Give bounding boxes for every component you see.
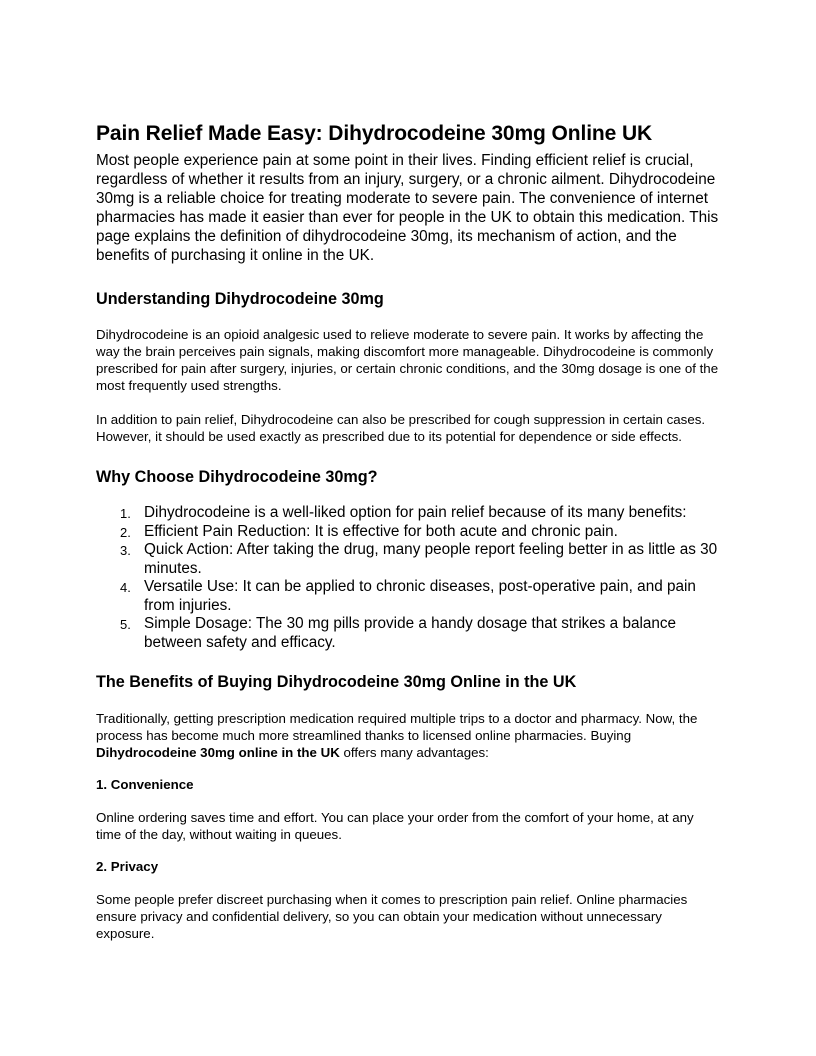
benefits-text-after: offers many advantages: [339, 745, 489, 760]
benefits-list [96, 504, 722, 652]
section-heading-why-choose: Why Choose Dihydrocodeine 30mg? [96, 468, 378, 486]
list-item [120, 578, 722, 615]
list-number: 4. [120, 580, 131, 595]
subheading-convenience: 1. Convenience [96, 777, 194, 792]
list-number: 5. [120, 617, 131, 632]
list-item [120, 541, 722, 578]
list-item-text: Versatile Use: It can be applied to chronic diseases, post-operative pain, and pain from injuries. [144, 578, 696, 614]
list-item [120, 504, 722, 523]
intro-paragraph: Most people experience pain at some point in their lives. Finding efficient relief is crucial, regardless of whether it results from an injury, surgery, or a chronic ailment. Dihydrocodeine 30mg is a reliable choice for treating moderate to severe pain. The convenience of internet pharmacies has made it easier than ever for people in the UK to obtain this medication. This page explains the definition of dihydrocodeine 30mg, its mechanism of action, and the benefits of purchasing it online in the UK. [96, 152, 719, 264]
subheading-privacy: 2. Privacy [96, 859, 159, 874]
list-item-text: Quick Action: After taking the drug, many people report feeling better in as little as 30 minutes. [144, 541, 718, 577]
list-item [120, 523, 722, 542]
benefits-text-before: Traditionally, getting prescription medication required multiple trips to a doctor and pharmacy. Now, the process has become much more streamlined thanks to licensed online pharmacies. Buying [96, 711, 698, 743]
list-number: 1. [120, 506, 131, 521]
list-item-text: Simple Dosage: The 30 mg pills provide a handy dosage that strikes a balance between safety and efficacy. [144, 615, 677, 651]
list-number: 3. [120, 543, 131, 558]
list-item-text: Dihydrocodeine is a well-liked option for pain relief because of its many benefits: [144, 504, 687, 521]
document-page [96, 120, 722, 942]
benefits-text-bold: Dihydrocodeine 30mg online in the UK [96, 745, 340, 760]
convenience-paragraph: Online ordering saves time and effort. You can place your order from the comfort of your home, at any time of the day, without waiting in queues. [96, 810, 694, 842]
list-number: 2. [120, 524, 131, 540]
benefits-online-paragraph [96, 710, 722, 761]
list-item [120, 615, 722, 652]
section-heading-understanding: Understanding Dihydrocodeine 30mg [96, 290, 384, 308]
page-title: Pain Relief Made Easy: Dihydrocodeine 30mg Online UK [96, 122, 653, 145]
understanding-paragraph-1: Dihydrocodeine is an opioid analgesic used to relieve moderate to severe pain. It works by affecting the way the brain perceives pain signals, making discomfort more manageable. Dihydrocodeine is commonly prescribed for pain after surgery, injuries, or certain chronic conditions, and the 30mg dosage is one of the most frequently used strengths. [96, 327, 719, 393]
list-item-text: Efficient Pain Reduction: It is effective for both acute and chronic pain. [144, 522, 618, 540]
privacy-paragraph: Some people prefer discreet purchasing when it comes to prescription pain relief. Online pharmacies ensure privacy and confidential delivery, so you can obtain your medication without unnecessary exposure. [96, 892, 688, 941]
understanding-paragraph-2: In addition to pain relief, Dihydrocodeine can also be prescribed for cough suppression in certain cases. However, it should be used exactly as prescribed due to its potential for dependence or side effects. [96, 412, 706, 444]
section-heading-benefits-online: The Benefits of Buying Dihydrocodeine 30mg Online in the UK [96, 673, 577, 691]
